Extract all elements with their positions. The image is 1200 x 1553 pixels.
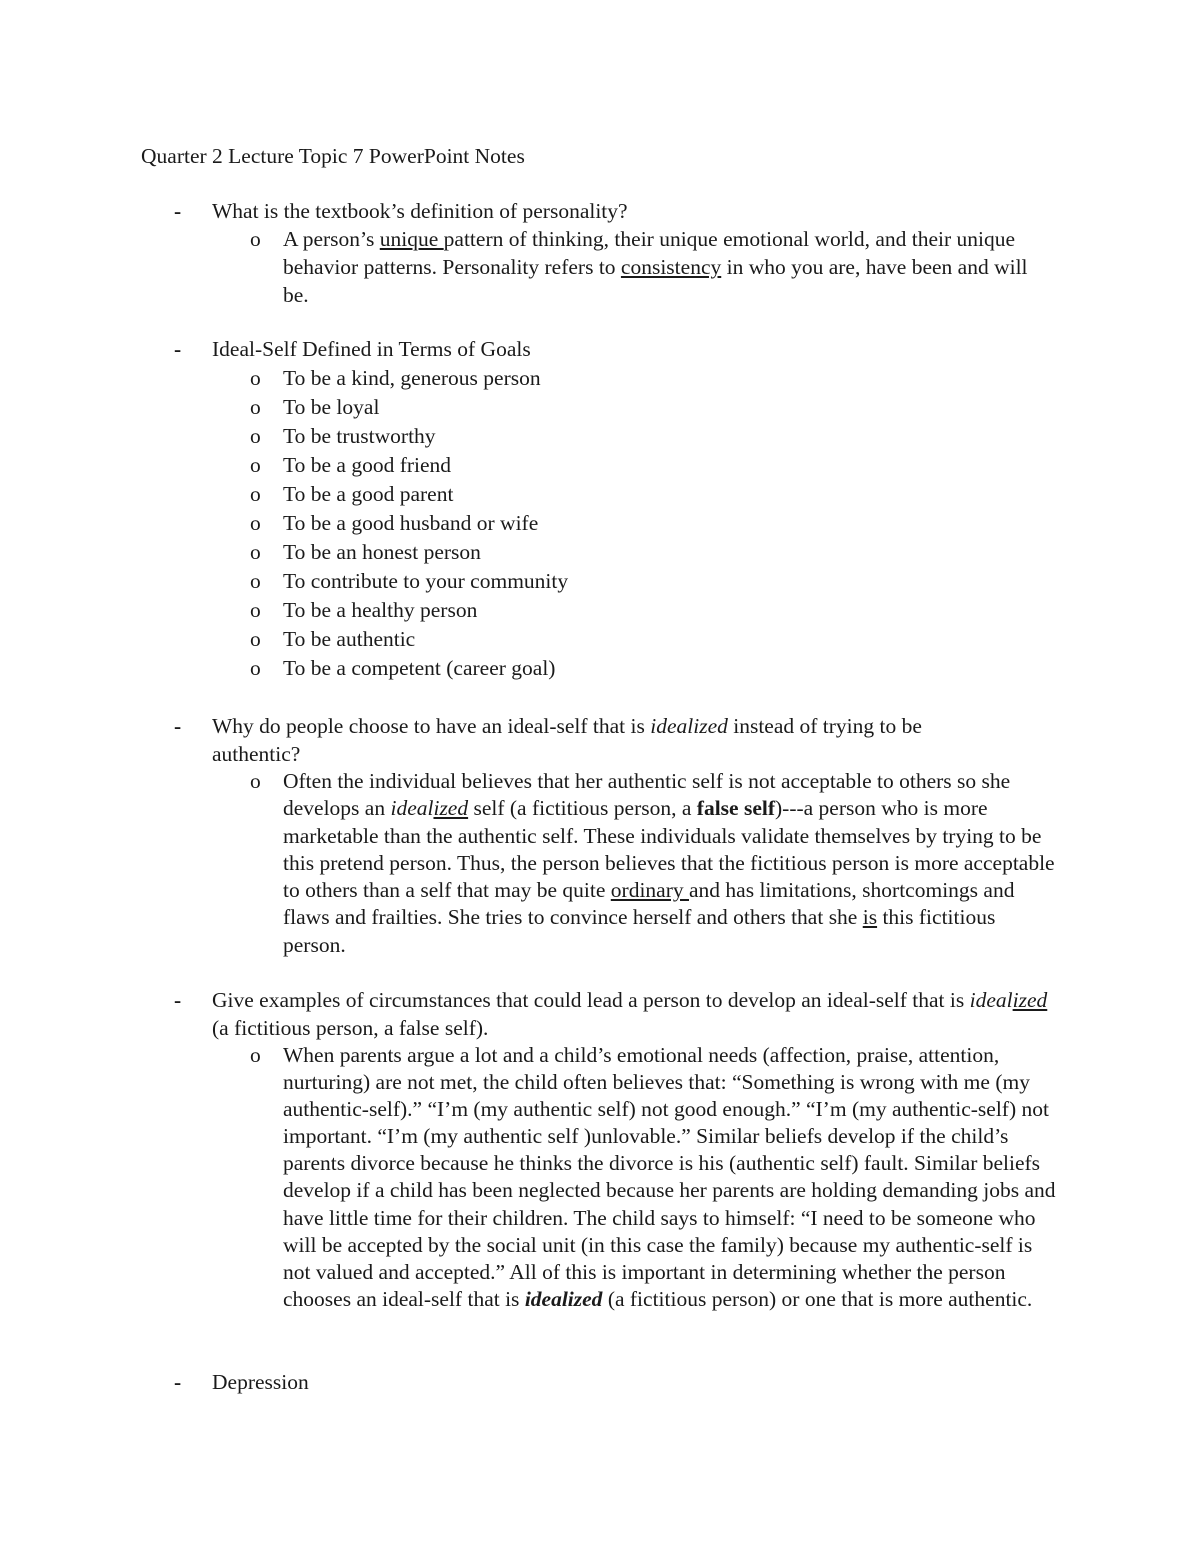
italic-idealized: idealized [969, 988, 1048, 1012]
italic-idealized: idealized [650, 714, 728, 738]
question-text: What is the textbook’s definition of personality? [212, 199, 628, 223]
list-item: o To contribute to your community [250, 569, 569, 593]
list-item: o To be authentic [250, 627, 416, 651]
italic-idealized: idealized [390, 796, 469, 821]
list-item: o To be a good parent [250, 482, 454, 506]
circle-bullet: o [250, 769, 261, 793]
list-item: o To be loyal [250, 395, 380, 419]
list-item: o To be a kind, generous person [250, 366, 541, 390]
question-personality [0, 197, 1057, 225]
section-depression [0, 1368, 1200, 1396]
list-item: o To be an honest person [250, 540, 481, 564]
bold-false-self: false self [696, 796, 775, 821]
list-item: o To be a competent (career goal) [250, 656, 556, 680]
list-item: o To be a good husband or wife [250, 511, 539, 535]
list-item: o To be a healthy person [250, 598, 478, 622]
dash-bullet: - [174, 199, 182, 223]
question-why-idealized: - Why do people choose to have an ideal-self that is idealized instead of trying to be authentic? [174, 714, 922, 766]
answer-why-idealized: o Often the individual believes that her authentic self is not acceptable to others so she develops an idealized self (a fictitious person, a false self)---a person who is more marketable than the authentic self. These individuals validate themselves by trying to be this pretend person. Thus, the person believes that the fictitious person is more acceptable to others than a self that may be quite ordinary and has limitations, shortcomings and flaws and frailties. She tries to convince herself and others that she is this fictitious person. [250, 769, 1055, 957]
dash-bullet: - [174, 988, 182, 1012]
underlined-consistency: consistency [620, 255, 722, 279]
list-item: o To be trustworthy [250, 424, 436, 448]
section-why-idealized [0, 712, 1200, 959]
answer-circumstances: o When parents argue a lot and a child’s emotional needs (affection, praise, attention, nurturing) are not met, the child often believes that: “Something is wrong with me (my authentic-self).” “I’m (my authentic self) not good enough.” “I’m (my authentic-self) not important. “I’m (my authentic self )unlovable.” Similar beliefs develop if the child’s parents divorce because he thinks the divorce is his (authentic self) fault. Similar beliefs develop if a child has been neglected because her parents are holding demanding jobs and have little time for their children. The child says to himself: “I need to be someone who will be accepted by the social unit (in this case the family) because my authentic-self is not valued and accepted.” All of this is important in determining whether the person chooses an ideal-self that is idealized (a fictitious person) or one that is more authentic. [250, 1043, 1056, 1311]
list-item: o To be a good friend [250, 453, 452, 477]
bold-italic-idealized: idealized [524, 1286, 603, 1311]
question-circumstances: - Give examples of circumstances that could lead a person to develop an ideal-self that is idealized (a fictitious person, a false self). [174, 988, 1048, 1040]
dash-bullet: - [174, 714, 182, 738]
heading-depression: - Depression [174, 1370, 309, 1394]
section-personality-definition [0, 197, 1200, 309]
dash-bullet: - [174, 337, 182, 361]
circle-bullet: o [250, 227, 261, 251]
underlined-is: is [862, 905, 878, 930]
underlined-unique: unique [379, 227, 444, 251]
section-ideal-self-goals [0, 335, 1200, 683]
page-title: Quarter 2 Lecture Topic 7 PowerPoint Notes [141, 144, 525, 168]
circle-bullet: o [250, 1043, 261, 1067]
underlined-ordinary: ordinary [610, 878, 689, 903]
dash-bullet: - [174, 1370, 182, 1394]
answer-personality: o A person’s unique pattern of thinking, their unique emotional world, and their unique behavior patterns. Personality refers to consistency in who you are, have been and will be. [250, 227, 1028, 307]
heading-ideal-self: - Ideal-Self Defined in Terms of Goals [0, 335, 1057, 364]
section-circumstances [0, 986, 1200, 1313]
